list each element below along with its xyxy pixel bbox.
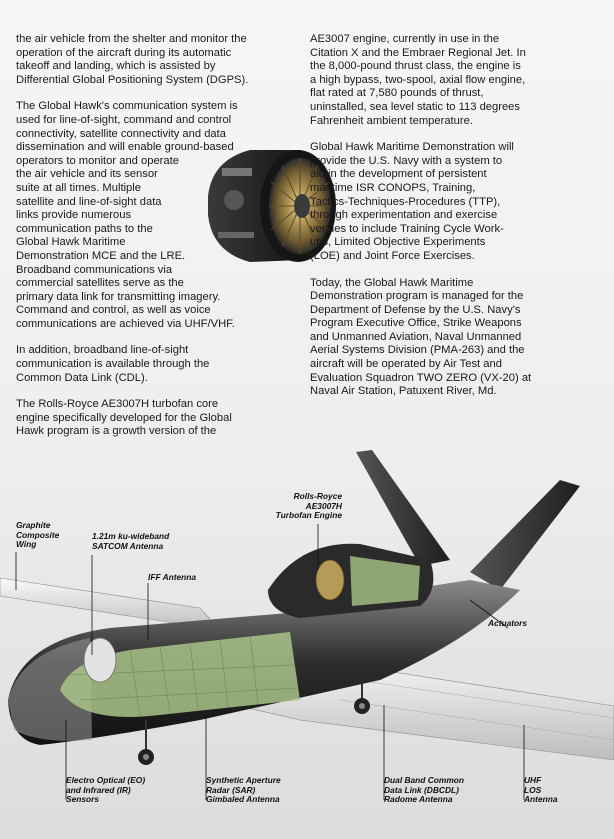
callout-actuators: Actuators <box>488 618 528 628</box>
callout-eo-ir: Electro Optical (EO) and Infrared (IR) Sensors <box>66 775 146 805</box>
callout-engine: Rolls-Royce AE3007H Turbofan Engine <box>275 491 342 521</box>
article-column-left <box>16 33 296 452</box>
paragraph: AE3007 engine, currently in use in the Citation X and the Embraer Regional Jet. In the 8,000-pound thrust class, the engine is a high bypass, two-spool, axial flow engine, flat rated at 7,580 pounds of thrust, uninstalled, sea level static to 113 degrees Fahrenheit ambient temperature. <box>310 33 526 127</box>
callout-dbcdl: Dual Band Common Data Link (DBCDL) Radome Antenna <box>384 775 465 805</box>
callout-sar: Synthetic Aperture Radar (SAR) Gimbaled Antenna <box>206 775 281 805</box>
satcom-dish <box>84 638 116 682</box>
callout-satcom: 1.21m ku-wideband SATCOM Antenna <box>92 531 170 551</box>
paragraph: In addition, broadband line-of-sight communication is available through the Common Data Link (CDL). <box>16 344 210 384</box>
paragraph: Today, the Global Hawk Maritime Demonstration program is managed for the Department of Defense by the U.S. Navy's Program Executive Office, Strike Weapons and Unmanned Aviation, Naval Unmanned Aerial Systems Division (PMA-263) and the aircraft will be operated by Air Test and Evaluation Squadron TWO ZERO (VX-20) at Naval Air Station, Patuxent River, Md. <box>310 276 532 398</box>
callout-iff: IFF Antenna <box>148 572 197 582</box>
article-column-right <box>310 33 602 412</box>
paragraph: Global Hawk Maritime Demonstration will provide the U.S. Navy with a system to aid in the development of persistent maritime ISR CONOPS, Training, Tactics-Techniques-Procedures (TTP), through experimentation and exercise venues to include Training Cycle Work- ups, Limited Objective Experiments (LOE) and Joint Force Exercises. <box>310 141 514 262</box>
nacelle-fan <box>316 560 344 600</box>
tail-right <box>470 480 580 590</box>
paragraph: the air vehicle from the shelter and monitor the operation of the aircraft during its automatic takeoff and landing, which is assisted by Differential Global Positioning System (DGPS). <box>16 33 249 86</box>
callout-uhf: UHF LOS Antenna <box>524 775 558 805</box>
callout-wing: Graphite Composite Wing <box>16 520 60 550</box>
paragraph: The Rolls-Royce AE3007H turbofan core engine specifically developed for the Global Hawk program is a growth version of the <box>16 398 232 438</box>
paragraph: The Global Hawk's communication system is used for line-of-sight, command and control connectivity, satellite connectivity and data dissemination and will enable ground-based operators to monitor and operate the air vehicle and its sensor suite at all times. Multiple satellite and line-of-sight data links provide numerous communication paths to the Global Hawk Maritime Demonstration MCE and the LRE. Broadband communications via commercial satellites serve as the primary data link for transmitting imagery. Command and control, as well as voice communications are achieved via UHF/VHF. <box>16 100 238 330</box>
